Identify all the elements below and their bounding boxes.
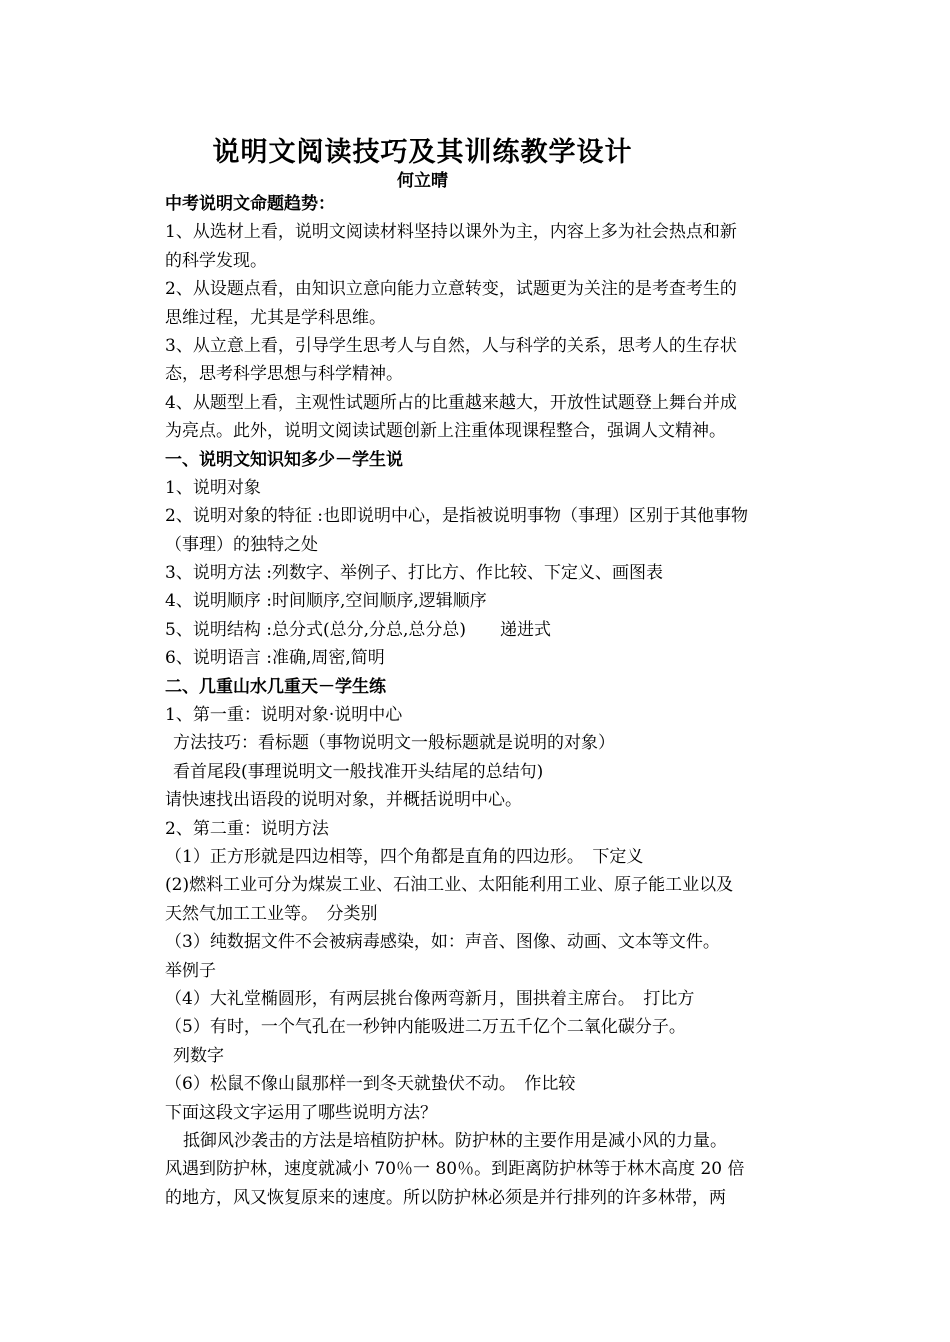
text-line: 3、说明方法 :列数字、举例子、打比方、作比较、下定义、画图表 xyxy=(165,563,663,584)
text-line: 下面这段文字运用了哪些说明方法？ xyxy=(165,1102,437,1123)
text-line: 5、说明结构 :总分式(总分,分总,总分总) 递进式 xyxy=(165,619,552,640)
text-line: （6）松鼠不像山鼠那样一到冬天就蛰伏不动。 作比较 xyxy=(165,1074,576,1095)
text-line: 的科学发现。 xyxy=(165,250,267,271)
text-line: 为亮点。此外，说明文阅读试题创新上注重体现课程整合，强调人文精神。 xyxy=(165,421,726,442)
document-author: 何立晴 xyxy=(397,171,448,191)
text-line: 3、从立意上看，引导学生思考人与自然，人与科学的关系，思考人的生存状 xyxy=(165,335,737,356)
section-heading: 二、几重山水几重天－学生练 xyxy=(165,676,386,697)
text-line: 2、第二重：说明方法 xyxy=(165,818,329,839)
text-line: 思维过程，尤其是学科思维。 xyxy=(165,307,386,328)
text-line: 方法技巧：看标题（事物说明文一般标题就是说明的对象） xyxy=(173,733,615,754)
text-line: 2、从设题点看，由知识立意向能力立意转变，试题更为关注的是考查考生的 xyxy=(165,279,737,300)
text-line: （3）纯数据文件不会被病毒感染，如：声音、图像、动画、文本等文件。 xyxy=(165,932,720,953)
text-line: 1、从选材上看，说明文阅读材料坚持以课外为主，内容上多为社会热点和新 xyxy=(165,222,737,243)
text-line: 6、说明语言 :准确,周密,简明 xyxy=(165,648,385,669)
text-line: 4、说明顺序 :时间顺序,空间顺序,逻辑顺序 xyxy=(165,591,487,612)
text-line: 1、第一重：说明对象·说明中心 xyxy=(165,705,403,726)
text-line: 看首尾段(事理说明文一般找准开头结尾的总结句) xyxy=(173,761,544,782)
text-line: 抵御风沙袭击的方法是培植防护林。防护林的主要作用是减小风的力量。 xyxy=(183,1130,727,1151)
text-line: 风遇到防护林，速度就减小 70％一 80％。到距离防护林等于林木高度 20 倍 xyxy=(165,1159,745,1180)
text-line: 4、从题型上看，主观性试题所占的比重越来越大，开放性试题登上舞台并成 xyxy=(165,392,737,413)
section-heading: 中考说明文命题趋势： xyxy=(165,194,335,214)
text-line: 请快速找出语段的说明对象，并概括说明中心。 xyxy=(165,790,522,811)
text-line: 态，思考科学思想与科学精神。 xyxy=(165,364,403,385)
text-line: 1、说明对象 xyxy=(165,477,261,498)
section-heading: 一、说明文知识知多少－学生说 xyxy=(165,449,403,470)
text-line: （5）有时，一个气孔在一秒钟内能吸进二万五千亿个二氧化碳分子。 xyxy=(165,1017,686,1038)
text-line: （4）大礼堂椭圆形，有两层挑台像两弯新月，围拱着主席台。 打比方 xyxy=(165,988,695,1009)
text-line: 列数字 xyxy=(173,1045,224,1066)
text-line: 举例子 xyxy=(165,960,216,981)
text-line: 2、说明对象的特征 :也即说明中心，是指被说明事物（事理）区别于其他事物 xyxy=(165,506,748,527)
text-line: (2)燃料工业可分为煤炭工业、石油工业、太阳能利用工业、原子能工业以及 xyxy=(165,875,734,896)
document-title: 说明文阅读技巧及其训练教学设计 xyxy=(212,137,633,168)
text-line: （1）正方形就是四边相等，四个角都是直角的四边形。 下定义 xyxy=(165,846,644,867)
text-line: 天然气加工工业等。 分类别 xyxy=(165,903,378,924)
text-line: 的地方，风又恢复原来的速度。所以防护林必须是并行排列的许多林带，两 xyxy=(165,1187,726,1208)
document-body xyxy=(165,190,790,1212)
text-line: （事理）的独特之处 xyxy=(165,534,318,555)
